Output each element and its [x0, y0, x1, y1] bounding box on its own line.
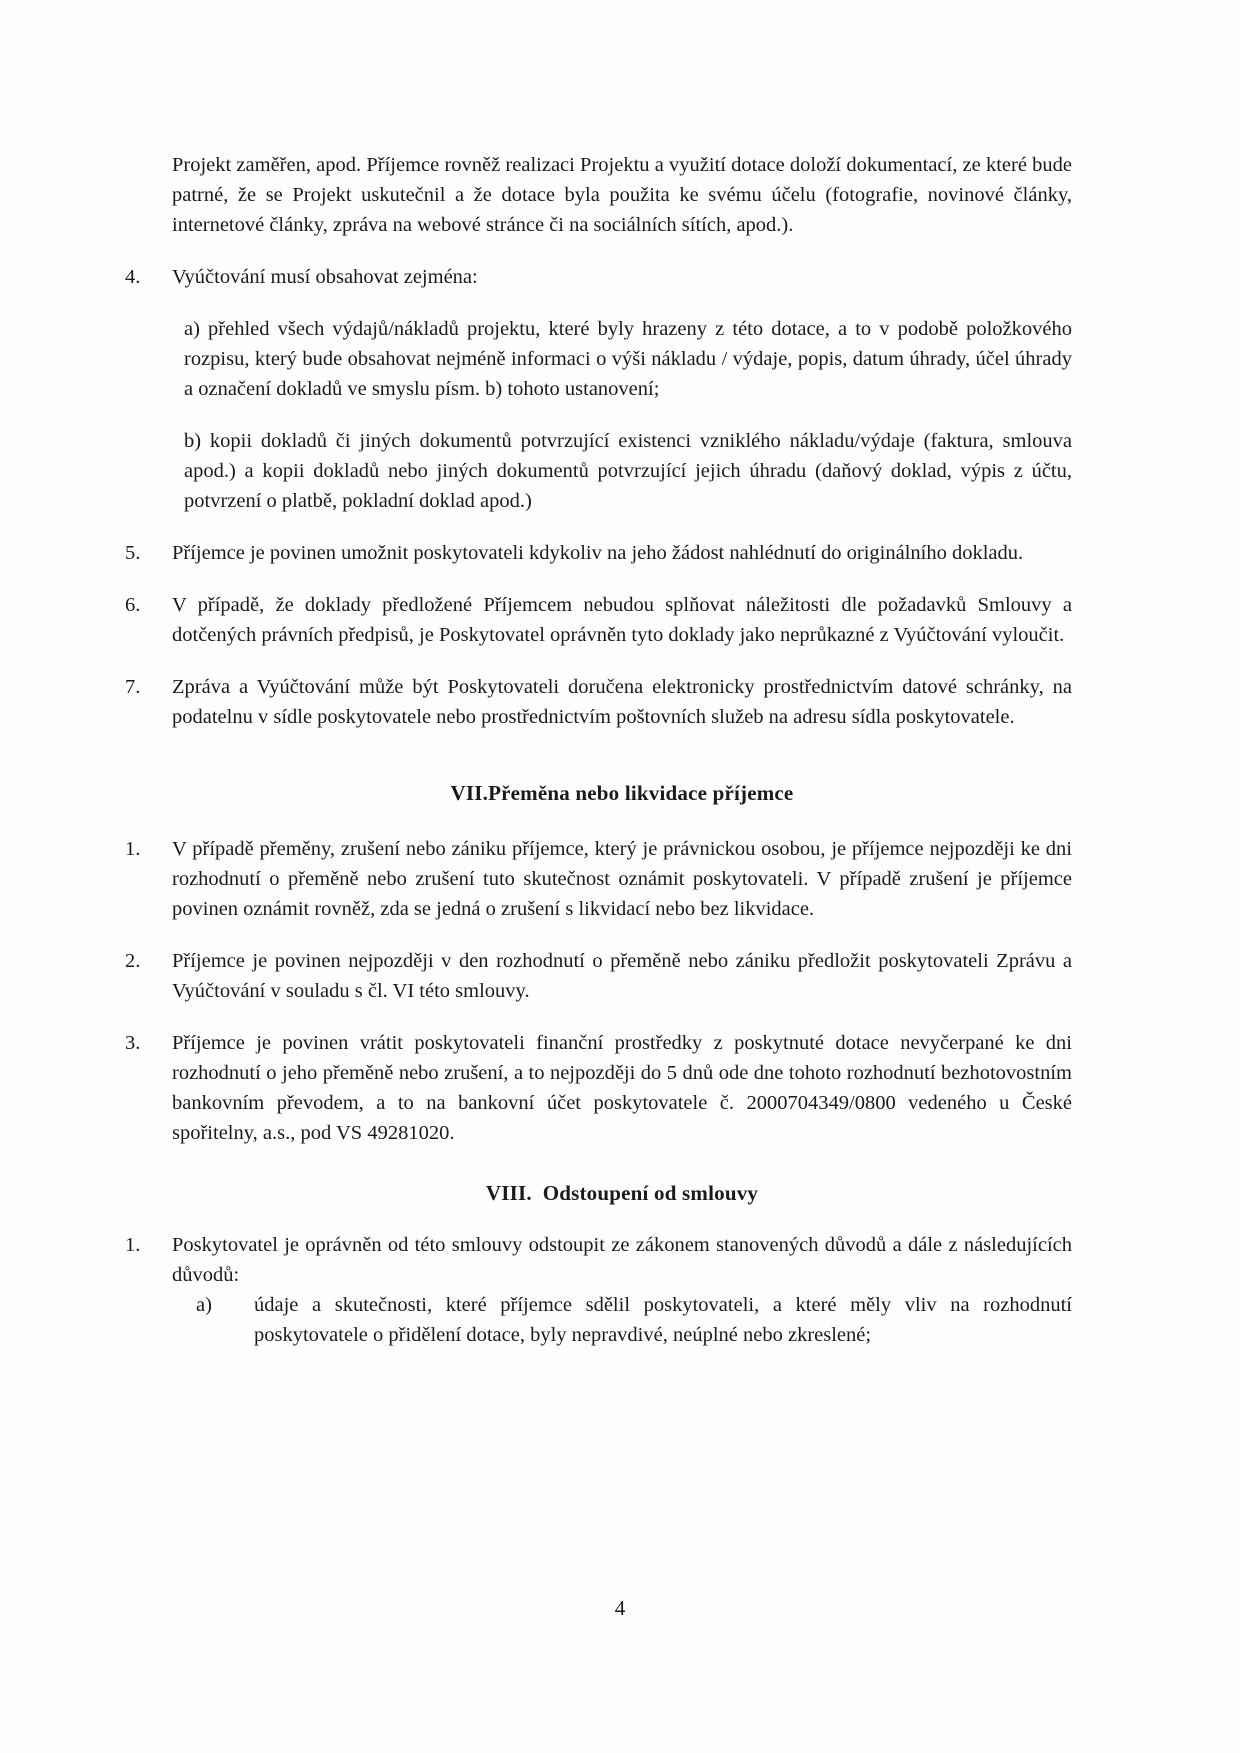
clause-5: 5. Příjemce je povinen umožnit poskytovateli kdykoliv na jeho žádost nahlédnutí do originálního dokladu.: [172, 538, 1072, 568]
subitem-label: a): [196, 1294, 212, 1316]
clause-text: V případě, že doklady předložené Příjemcem nebudou splňovat náležitosti dle požadavků Smlouvy a dotčených právních předpisů, je Poskytovatel oprávněn tyto doklady jako neprůkazné z Vyúčtování vyloučit.: [172, 594, 1072, 646]
document-body: [125, 150, 1072, 1350]
clause-vii-2: 2. Příjemce je povinen nejpozději v den rozhodnutí o přeměně nebo zániku předložit poskytovateli Zprávu a Vyúčtování v souladu s čl. VI této smlouvy.: [172, 946, 1072, 1006]
clause-6: 6. V případě, že doklady předložené Příjemcem nebudou splňovat náležitosti dle požadavků Smlouvy a dotčených právních předpisů, je Poskytovatel oprávněn tyto doklady jako neprůkazné z Vyúčtování vyloučit.: [172, 590, 1072, 650]
subitem-text: údaje a skutečnosti, které příjemce sdělil poskytovateli, a které měly vliv na rozhodnutí poskytovatele o přidělení dotace, byly nepravdivé, neúplné nebo zkreslené;: [254, 1294, 1072, 1346]
clause-4-subitem-b: b) kopii dokladů či jiných dokumentů potvrzující existenci vzniklého nákladu/výdaje (faktura, smlouva apod.) a kopii dokladů nebo jiných dokumentů potvrzující jejich úhradu (daňový doklad, výpis z účtu, potvrzení o platbě, pokladní doklad apod.): [184, 430, 1072, 512]
section-heading-viii: VIII. Odstoupení od smlouvy: [485, 1181, 759, 1205]
clause-viii-1: 1. Poskytovatel je oprávněn od této smlouvy odstoupit ze zákonem stanovených důvodů a dále z následujících důvodů: a) údaje a skutečnosti, které příjemce sdělil poskytovateli, a které měly vliv na rozhodnutí poskytovatele o přidělení dotace, byly nepravdivé, neúplné nebo zkreslené;: [172, 1230, 1072, 1350]
intro-paragraph: Projekt zaměřen, apod. Příjemce rovněž realizaci Projektu a využití dotace doloží dokumentací, ze které bude patrné, že se Projekt uskutečnil a že dotace byla použita ke svému účelu (fotografie, novinové články, internetové články, zpráva na webové stránce či na sociálních sítích, apod.).: [172, 154, 1072, 236]
clause-viii-1-subitem-a: [172, 1290, 1072, 1350]
clause-vii-1: 1. V případě přeměny, zrušení nebo zániku příjemce, který je právnickou osobou, je příjemce nejpozději ke dni rozhodnutí o přeměně nebo zrušení tuto skutečnost oznámit poskytovateli. V případě zrušení je příjemce povinen oznámit rovněž, zda se jedná o zrušení s likvidací nebo bez likvidace.: [172, 834, 1072, 924]
clause-text: Příjemce je povinen nejpozději v den rozhodnutí o přeměně nebo zániku předložit poskytovateli Zprávu a Vyúčtování v souladu s čl. VI této smlouvy.: [172, 950, 1072, 1002]
clause-7: 7. Zpráva a Vyúčtování může být Poskytovateli doručena elektronicky prostřednictvím datové schránky, na podatelnu v sídle poskytovatele nebo prostřednictvím poštovních služeb na adresu sídla poskytovatele.: [172, 672, 1072, 732]
clause-text: Příjemce je povinen vrátit poskytovateli finanční prostředky z poskytnuté dotace nevyčerpané ke dni rozhodnutí o jeho přeměně nebo zrušení, a to nejpozději do 5 dnů ode dne tohoto rozhodnutí bezhotovostním bankovním převodem, a to na bankovní účet poskytovatele č. 2000704349/0800 vedeného u České spořitelny, a.s., pod VS 49281020.: [172, 1032, 1072, 1144]
page-number: 4: [614, 1596, 626, 1620]
clause-4: 4. Vyúčtování musí obsahovat zejména: a) přehled všech výdajů/nákladů projektu, které byly hrazeny z této dotace, a to v podobě položkového rozpisu, který bude obsahovat nejméně informaci o výši nákladu / výdaje, popis, datum úhrady, účel úhrady a označení dokladů ve smyslu písm. b) tohoto ustanovení; b) kopii dokladů či jiných dokumentů potvrzující existenci vzniklého nákladu/výdaje (faktura, smlouva apod.) a kopii dokladů nebo jiných dokumentů potvrzující jejich úhradu (daňový doklad, výpis z účtu, potvrzení o platbě, pokladní doklad apod.): [172, 262, 1072, 516]
clause-text: Vyúčtování musí obsahovat zejména:: [172, 266, 478, 288]
clause-text: Příjemce je povinen umožnit poskytovateli kdykoliv na jeho žádost nahlédnutí do originálního dokladu.: [172, 542, 1024, 564]
clause-text: Zpráva a Vyúčtování může být Poskytovateli doručena elektronicky prostřednictvím datové schránky, na podatelnu v sídle poskytovatele nebo prostřednictvím poštovních služeb na adresu sídla poskytovatele.: [172, 676, 1072, 728]
clause-text: V případě přeměny, zrušení nebo zániku příjemce, který je právnickou osobou, je příjemce nejpozději ke dni rozhodnutí o přeměně nebo zrušení tuto skutečnost oznámit poskytovateli. V případě zrušení je příjemce povinen oznámit rovněž, zda se jedná o zrušení s likvidací nebo bez likvidace.: [172, 838, 1072, 920]
clause-text: Poskytovatel je oprávněn od této smlouvy odstoupit ze zákonem stanovených důvodů a dále z následujících důvodů:: [172, 1234, 1072, 1286]
section-heading-vii: VII.Přeměna nebo likvidace příjemce: [450, 781, 794, 805]
clause-vii-3: 3. Příjemce je povinen vrátit poskytovateli finanční prostředky z poskytnuté dotace nevyčerpané ke dni rozhodnutí o jeho přeměně nebo zrušení, a to nejpozději do 5 dnů ode dne tohoto rozhodnutí bezhotovostním bankovním převodem, a to na bankovní účet poskytovatele č. 2000704349/0800 vedeného u České spořitelny, a.s., pod VS 49281020.: [172, 1028, 1072, 1148]
clause-4-subitem-a: a) přehled všech výdajů/nákladů projektu, které byly hrazeny z této dotace, a to v podobě položkového rozpisu, který bude obsahovat nejméně informaci o výši nákladu / výdaje, popis, datum úhrady, účel úhrady a označení dokladů ve smyslu písm. b) tohoto ustanovení;: [184, 318, 1072, 400]
